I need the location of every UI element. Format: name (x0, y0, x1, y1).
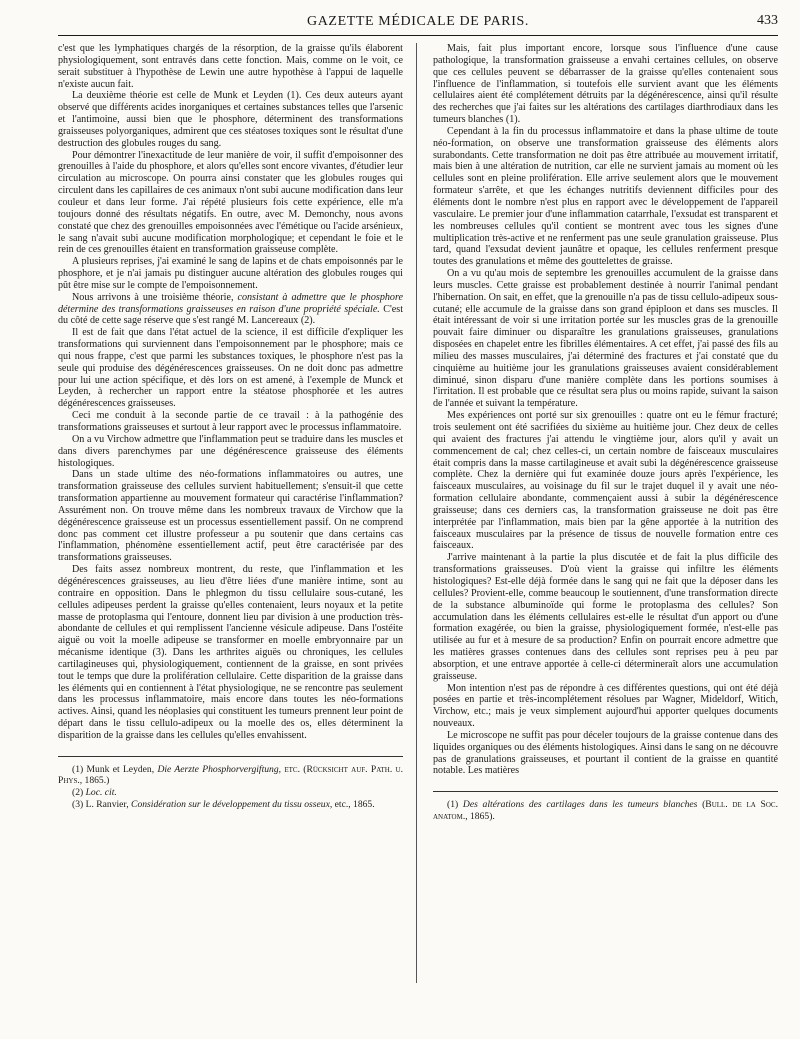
footnote-rule (58, 756, 403, 757)
footnote-title: Loc. cit. (85, 786, 117, 798)
paragraph: On a vu qu'au mois de septembre les grenouilles accumulent de la graisse dans leurs muscles. Cette graisse est probablement destinée à nourrir l'animal pendant l'hibernation. On sait, en effet, que la grenouille n'a pas de tissu cellulo-adipeux sous-cutané; elle accumule de la graisse dans son grand épiploon et dans ses muscles. Il était intéressant de voir si une irritation portée sur les muscles gras de la grenouille pouvait faire diminuer ou disparaître les granulations graisseuses, granulations disposées en chapelet entre les fibrilles élémentaires. A cet effet, j'ai passé des fils au milieu des masses musculaires, j'ai déterminé des fractures et j'ai constaté que du cinquième au huitième jour les granulations graisseuses avaient considérablement diminué, sinon disparu d'une manière complète dans les portions soumises à l'irritation. Il est probable que ce résultat sera plus ou moins rapide, suivant la saison de l'année et suivant la température. (433, 268, 778, 410)
paragraph: Des faits assez nombreux montrent, du reste, que l'inflammation et les dégénérescences graisseuses, au lieu d'être liées d'une manière intime, sont au contraire en opposition. Dans le phlegmon du tissu cellulaire sous-cutané, les cellules adipeuses perdent la graisse qu'elles contenaient, leurs noyaux et la petite masse de protoplasma qui l'entoure, donnent lieu par division à une production très-abondante de cellules et qui remplissent l'ancienne vésicule adipeuse. Dans l'ostéite aiguë ou voit la moelle adipeuse se transformer en moelle embryonnaire par un mécanisme identique (3). Dans les arthrites aiguës ou chroniques, les cellules cartilagineuses qui, physiologiquement, contiennent de la graisse, en sont privées tout le temps que dure la prolifération cellulaire. Cette disparition de la graisse dans les éléments qui en contiennent à l'état physiologique, ne se rencontre pas seulement dans les processus inflammatoire, mais encore dans toutes les néo-formations actives. Ainsi, quand les néoplasies qui constituent les tumeurs prennent leur point de départ dans le tissu cellulo-adipeux ou la moelle des os, elles déterminent la disparition de la graisse dans les cellules qu'elles envahissent. (58, 564, 403, 741)
footnote-text: (1) Munk et Leyden, (72, 763, 155, 775)
paragraph: Pour démontrer l'inexactitude de leur manière de voir, il suffit d'empoisonner des grenouilles à l'aide du phosphore, et alors qu'elles sont encore vivantes, d'étudier leur circulation au microscope. On pourra ainsi constater que les globules rouges qui circulent dans les capillaires de ces animaux n'ont subi aucune modification dans leur couleur et dans leur forme. J'ai répété plusieurs fois cette expérience, elle m'a toujours donné des résultats négatifs. En outre, avec M. Demonchy, nous avons constaté que chez des grenouilles empoisonnées avec l'émétique ou l'acide arsénieux, le sang n'avait subi aucune modification morphologique; et cependant le foie et le rein de ces grenouilles étaient en transformation graisseuse complète. (58, 149, 403, 256)
left-column (58, 43, 403, 1029)
paragraph (58, 292, 403, 328)
footnote (58, 799, 403, 811)
paragraph: Cependant à la fin du processus inflammatoire et dans la phase ultime de toute néo-formation, on observe une transformation graisseuse des éléments alors surabondants. Cette transformation ne doit pas être attribuée au mouvement irritatif, mais bien à une altération de nutrition, car elle ne survient jamais au moment où les cellules sont en pleine prolifération. Elle arrive seulement alors que le mouvement formateur s'arrête, et que les échanges nutritifs deviennent difficiles pour des éléments dont le nombre n'est plus en rapport avec le développement de l'appareil vasculaire. Le premier jour d'une inflammation catarrhale, l'exsudat est transparent et les nombreuses cellules qu'il contient se montrent avec tous les signes d'une multiplication très-active et ne renferment pas une seule granulation graisseuse. Plus tard, quand l'exsudat devient jaunâtre et opaque, les cellules renferment presque toutes des granulations et même des gouttelettes de graisse. (433, 125, 778, 268)
right-column (433, 43, 778, 1029)
header-rule (58, 35, 778, 36)
footnote-text: (2) (72, 786, 84, 798)
paragraph: c'est que les lymphatiques chargés de la résorption, de la graisse qu'ils élaborent physiologiquement, sont entravés dans cette fonction. Mais, comme on le voit, ce serait substituer à l'hypothèse de Lewin une autre hypothèse à l'appui de laquelle n'existe aucun fait. (58, 43, 403, 90)
footnote-title: Considération sur le développement du tissu osseux, (131, 798, 333, 810)
footnote-text: (Bull. de la Soc. anatom., 1865). (433, 799, 778, 822)
paragraph-text: C'est du côté de cette sage réserve que s'est rangé M. Lancereaux (2). (58, 303, 403, 327)
footnote-text: (1) (447, 799, 459, 811)
paragraph: On a vu Virchow admettre que l'inflammation peut se traduire dans les muscles et dans divers parenchymes par une dégénérescence graisseuse des éléments histologiques. (58, 433, 403, 469)
footnote-text: (3) L. Ranvier, (72, 798, 129, 810)
footnote-rule (433, 791, 778, 792)
footnote (58, 787, 403, 799)
footnote-text: etc. (Rücksicht auf. Path. u. Phys., 1865.) (58, 763, 403, 787)
paragraph: La deuxième théorie est celle de Munk et Leyden (1). Ces deux auteurs ayant observé que différents acides inorganiques et certaines substances telles que l'arsenic et l'antimoine, aussi bien que le phosphore, déterminent des transformations graisseuses polyorganiques, admirent que ces stéatoses toxiques sont le résultat d'une destruction des globules rouges du sang. (58, 90, 403, 149)
paragraph: Il est de fait que dans l'état actuel de la science, il est difficile d'expliquer les transformations qui surviennent dans l'empoisonnement par le phosphore; mais ce qui nous frappe, c'est que parmi les substances toxiques, le phosphore n'est pas la seule qui produise des dégénérescences graisseuses. On ne doit donc pas admettre pour lui une action spécifique, et dès lors on est amené, à l'exemple de Munck et Leyden, à rechercher un rapport entre la stéatose phosphorée et les autres dégénérescences graisseuses. (58, 327, 403, 410)
running-head: GAZETTE MÉDICALE DE PARIS. (307, 14, 529, 29)
paragraph: Le microscope ne suffit pas pour déceler toujours de la graisse contenue dans des liquides organiques ou des éléments histologiques. Ainsi dans le sang on ne découvre pas de granulations graisseuses, et pourtant il contient de la graisse en quantité notable. Les matières (433, 729, 778, 777)
page-header (58, 8, 778, 34)
footnote (433, 799, 778, 822)
paragraph: A plusieurs reprises, j'ai examiné le sang de lapins et de chats empoisonnés par le phosphore, et je n'ai jamais pu distinguer aucune altération des globules rouges qui pût être mise sur le compte de l'empoisonnement. (58, 256, 403, 291)
paragraph: Mais, fait plus important encore, lorsque sous l'influence d'une cause pathologique, la transformation graisseuse a envahi certaines cellules, on observe que ces cellules peuvent se débarrasser de la graisse qu'elles contenaient sous l'influence de l'inflammation, si toutefois elle survient avant que les éléments cellulaires aient été complétement détruits par la dégénérescence, ainsi qu'il résulte des recherches que j'ai faites sur les altérations des cartilages diarthrodiaux dans les tumeurs blanches (1). (433, 43, 778, 126)
paragraph-text: Nous arrivons à une troisième théorie, (72, 291, 234, 303)
footnote-text: etc., 1865. (334, 798, 375, 810)
paragraph: J'arrive maintenant à la partie la plus discutée et de fait la plus difficile des transformations graisseuses. D'où vient la graisse qui infiltre les éléments histologiques? Est-elle déjà formée dans le sang qui ne fait que la déposer dans les cellules? Provient-elle, comme beaucoup le soutiennent, d'une transformation directe de la substance albuminoïde qui forme le protoplasma des cellules? Son accumulation dans les éléments cellulaires est-elle le résultat d'un apport ou d'une formation exagérée, ou bien la graisse, physiologiquement formée, n'est-elle pas utilisée au fur et à mesure de sa production? Enfin on pourrait encore admettre que les matières grasses contenues dans des cellules sont reprises peu à peu par absorption, et une entrave apportée à celle-ci détermineraît alors une accumulation graisseuse. (433, 552, 778, 682)
paragraph: Ceci me conduit à la seconde partie de ce travail : à la pathogénie des transformations graisseuses et surtout à leur rapport avec le processus inflammatoire. (58, 410, 403, 433)
emphasis-text: consistant à admettre que le phosphore détermine des transformations graisseuses en raison d'une propriété spéciale. (58, 291, 403, 315)
footnote (58, 764, 403, 787)
paragraph: Dans un stade ultime des néo-formations inflammatoires ou autres, une transformation graisseuse des cellules survient habituellement; s'ensuit-il que cette transformation appartienne au mouvement formateur qui caractérise l'inflammation? Assurément non. On trouve même dans les nombreux travaux de Virchow que la dégénérescence graisseuse est un processus essentiellement passif. On ne comprend donc pas comment cet illustre professeur a pu soutenir que dans certains cas l'inflammation, phénomène essentiellement actif, peut être caractérisée par des transformations graisseuses. (58, 469, 403, 564)
paragraph: Mes expériences ont porté sur six grenouilles : quatre ont eu le fémur fracturé; trois seulement ont été sacrifiées du sixième au huitième jour. Chez deux de celles qui avaient des fractures j'ai attendu le vingtième jour, alors qu'il y avait un commencement de cal; chez celles-ci, un certain nombre de faisceaux musculaires était compris dans la masse cartilagineuse et avait subi la dégénérescence graisseuse complète. Chez la dernière qui fut examinée douze jours après l'expérience, les faisceaux musculaires, au voisinage du fil sur le trajet duquel il y avait une néo-formation cellulaire abondante, commençaient aussi à subir la dégénérescence graisseuse; dans ces derniers cas, la transformation graisseuse ne doit pas être interprétée par l'inflammation, mais bien par la gêne apportée à la nutrition des faisceaux musculaires par la présence de tissus de nouvelle formation entre ces faisceaux. (433, 410, 778, 552)
footnote-title: Des altérations des cartilages dans les tumeurs blanches (462, 799, 698, 811)
footnote-title: Die Aerzte Phosphorvergiftung, (157, 763, 282, 775)
column-divider (416, 43, 417, 983)
paragraph: Mon intention n'est pas de répondre à ces différentes questions, qui ont été déjà posées en partie et très-incomplétement résolues par Wagner, Mideldorf, Witich, Virchow, etc.; mais je veux simplement aujourd'hui apporter quelques documents nouveaux. (433, 682, 778, 730)
page-number: 433 (757, 13, 778, 28)
